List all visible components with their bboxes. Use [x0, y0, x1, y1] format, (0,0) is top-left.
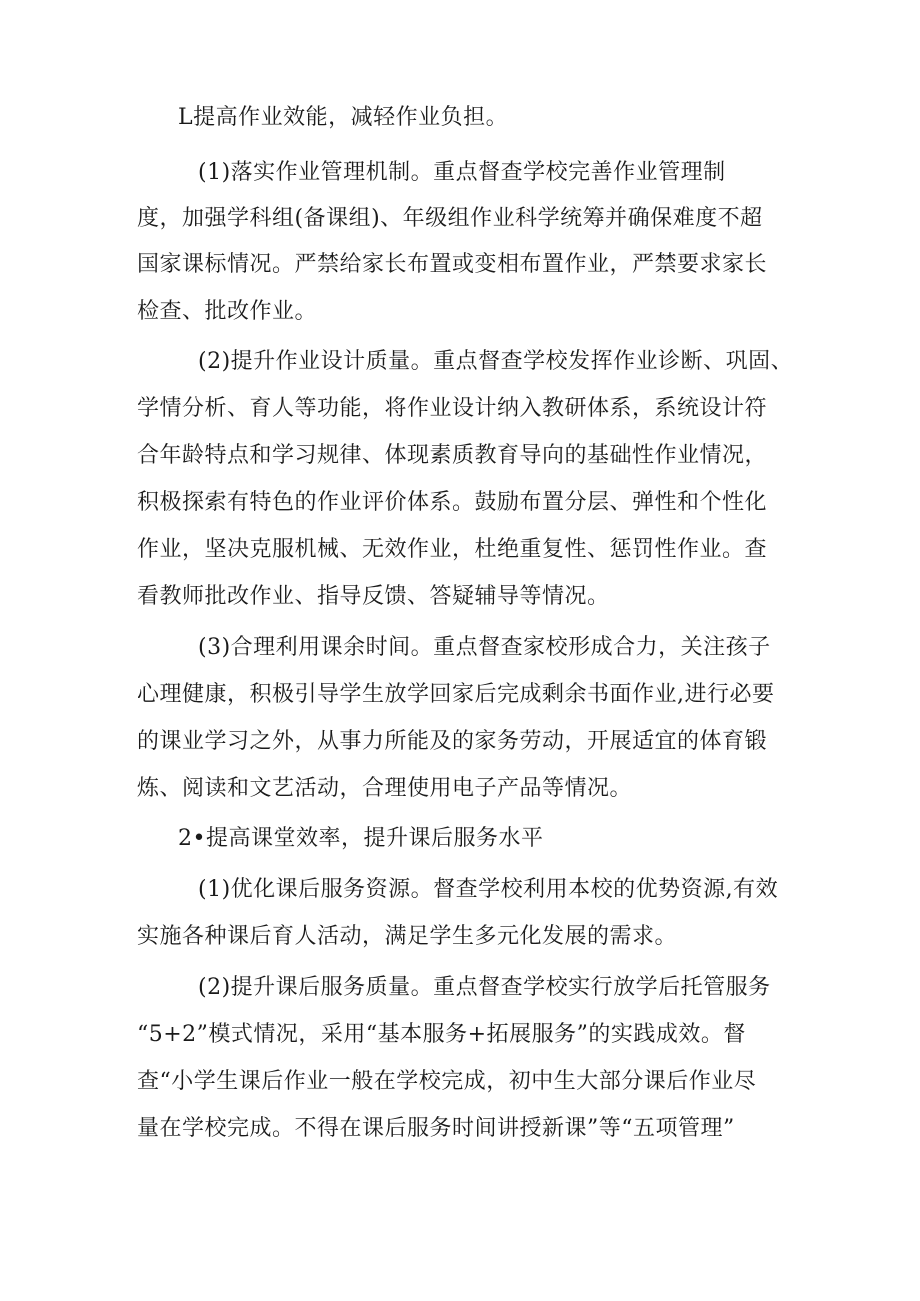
paragraph-2-line-3: 合年龄特点和学习规律、体现素质教育导向的基础性作业情况， [137, 443, 768, 468]
paragraph-5-line-2: “5+2”模式情况，采用“基本服务+拓展服务”的实践成效。督 [137, 1022, 746, 1047]
paragraph-1-line-4: 检查、批改作业。 [137, 299, 318, 324]
paragraph-4-line-1: (1)优化课后服务资源。督查学校利用本校的优势资源,有效 [198, 877, 779, 902]
paragraph-2-line-4: 积极探索有特色的作业评价体系。鼓励布置分层、弹性和个性化 [137, 490, 768, 515]
paragraph-1-line-3: 国家课标情况。严禁给家长布置或变相布置作业，严禁要求家长 [137, 252, 768, 277]
paragraph-3-line-3: 的课业学习之外，从事力所能及的家务劳动，开展适宜的体育锻 [137, 729, 768, 754]
paragraph-5-line-3: 查“小学生课后作业一般在学校完成，初中生大部分课后作业尽 [137, 1069, 757, 1094]
paragraph-1-line-1: (1)落实作业管理机制。重点督查学校完善作业管理制 [198, 160, 726, 185]
paragraph-2-line-2: 学情分析、育人等功能，将作业设计纳入教研体系，系统设计符 [137, 396, 768, 421]
paragraph-1-line-2: 度，加强学科组(备课组)、年级组作业科学统筹并确保难度不超 [137, 206, 763, 231]
paragraph-3-line-1: (3)合理利用课余时间。重点督查家校形成合力，关注孩子 [198, 635, 771, 660]
paragraph-2-line-6: 看教师批改作业、指导反馈、答疑辅导等情况。 [137, 584, 610, 609]
paragraph-2-line-1: (2)提升作业设计质量。重点督查学校发挥作业诊断、巩固、 [198, 349, 794, 374]
paragraph-2-line-5: 作业，坚决克服机械、无效作业，杜绝重复性、惩罚性作业。查 [137, 537, 768, 562]
heading-1: L提高作业效能，减轻作业负担。 [178, 105, 509, 130]
paragraph-5-line-1: (2)提升课后服务质量。重点督查学校实行放学后托管服务 [198, 975, 771, 1000]
paragraph-4-line-2: 实施各种课后育人活动，满足学生多元化发展的需求。 [137, 924, 678, 949]
paragraph-3-line-4: 炼、阅读和文艺活动，合理使用电子产品等情况。 [137, 776, 633, 801]
heading-2: 2•提高课堂效率，提升课后服务水平 [178, 826, 544, 851]
paragraph-5-line-4: 量在学校完成。不得在课后服务时间讲授新课”等“五项管理” [137, 1116, 735, 1141]
paragraph-3-line-2: 心理健康，积极引导学生放学回家后完成剩余书面作业,进行必要 [137, 682, 775, 707]
